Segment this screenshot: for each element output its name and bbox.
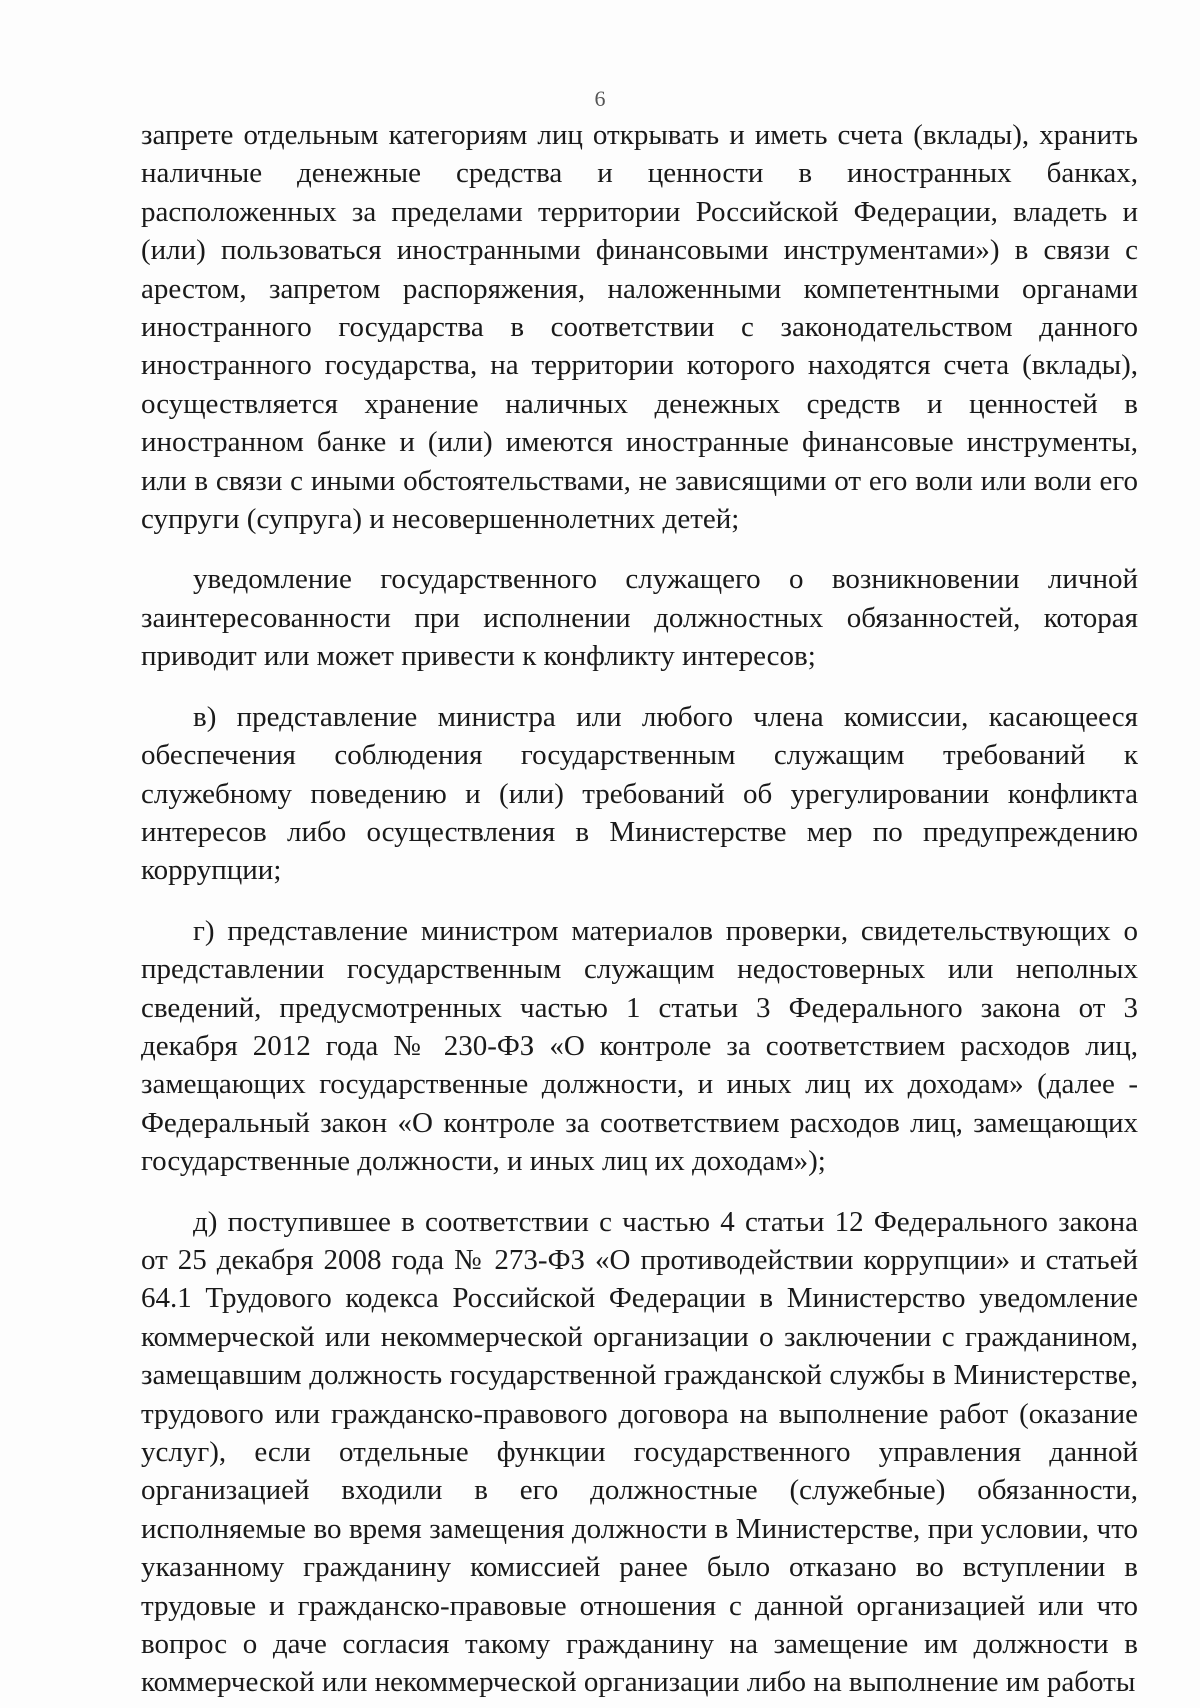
paragraph-notice-conflict-of-interest: уведомление государственного служащего о возникновении личной заинтересованности при исполнении должностных обязанностей, которая приводит или может привести к конфликту интересов;: [141, 563, 1138, 673]
document-body: [141, 116, 1138, 1702]
paragraph-item-g: г) представление министром материалов проверки, свидетельствующих о представлении государственным служащим недостоверных или неполных сведений, предусмотренных частью 1 статьи 3 Федерального закона от 3 декабря 2012 года № 230-ФЗ «О контроле за соответствием расходов лиц, замещающих государственные должности, и иных лиц их доходам» (далее - Федеральный закон «О контроле за соответствием расходов лиц, замещающих государственные должности, и иных лиц их доходам»);: [141, 914, 1138, 1178]
paragraph-continuation: запрете отдельным категориям лиц открывать и иметь счета (вклады), хранить наличные денежные средства и ценности в иностранных банках, расположенных за пределами территории Российской Федерации, владеть и (или) пользоваться иностранными финансовыми инструментами») в связи с арестом, запретом распоряжения, наложенными компетентными органами иностранного государства в соответствии с законодательством данного иностранного государства, на территории которого находятся счета (вклады), осуществляется хранение наличных денежных средств и ценностей в иностранном банке и (или) имеются иностранные финансовые инструменты, или в связи с иными обстоятельствами, не зависящими от его воли или воли его супруги (супруга) и несовершеннолетних детей;: [141, 119, 1138, 536]
paragraph-item-d: д) поступившее в соответствии с частью 4 статьи 12 Федерального закона от 25 декабря 2008 года № 273-ФЗ «О противодействии коррупции» и статьей 64.1 Трудового кодекса Российской Федерации в Министерство уведомление коммерческой или некоммерческой организации о заключении с гражданином, замещавшим должность государственной гражданской службы в Министерстве, трудового или гражданско-правового договора на выполнение работ (оказание услуг), если отдельные функции государственного управления данной организацией входили в его должностные (служебные) обязанности, исполняемые во время замещения должности в Министерстве, при условии, что указанному гражданину комиссией ранее было отказано во вступлении в трудовые и гражданско-правовые отношения с данной организацией или что вопрос о даче согласия такому гражданину на замещение им должности в коммерческой или некоммерческой организации либо на выполнение им работы: [141, 1205, 1138, 1699]
page-number: 6: [594, 86, 606, 111]
paragraph-item-v: в) представление министра или любого члена комиссии, касающееся обеспечения соблюдения государственным служащим требований к служебному поведению и (или) требований об урегулировании конфликта интересов либо осуществления в Министерстве мер по предупреждению коррупции;: [141, 700, 1138, 887]
